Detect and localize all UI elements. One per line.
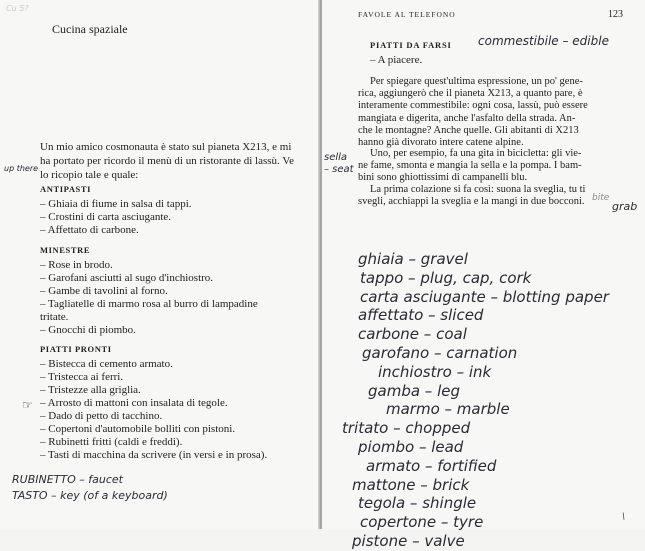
dish-item: – Tagliatelle di marmo rosa al burro di lampadine — [40, 298, 258, 310]
margin-note-sella: sella – seat — [324, 152, 354, 175]
dish-item: – Rose in brodo. — [40, 259, 113, 271]
dish-item: – Crostini di carta asciugante. — [40, 211, 172, 223]
paragraph-line: che le montagne? Anche quelle. Gli abitanti di X213 — [358, 124, 579, 136]
margin-note-up-there: up there — [4, 164, 39, 173]
paragraph-line: Per spiegare quest'ultima espressione, un po' gene- — [370, 76, 583, 87]
page-number: 123 — [608, 9, 623, 20]
handwritten-glossary — [342, 250, 609, 551]
dish-item: – Ghiaia di fiume in salsa di tappi. — [40, 198, 192, 210]
intro-paragraph: Un mio amico cosmonauta è stato sul pianeta X213, e mi ha portato per ricordo il menù di un ristorante di lassù. Ve lo ricopio tale e quale: — [40, 141, 294, 181]
glossary-entry: affettato – sliced — [358, 306, 484, 325]
dish-item: – Dado di petto di tacchino. — [40, 410, 163, 422]
section-heading-piatti-pronti: PIATTI PRONTI — [40, 344, 112, 354]
left-page — [0, 0, 320, 529]
note-rubinetto: RUBINETTO – faucet — [12, 473, 123, 486]
dish-item: – Tristecca ai ferri. — [40, 371, 124, 383]
paragraph-line: mangiata e digerita, anche l'asfalto della strada. An- — [358, 112, 576, 124]
handwritten-notes — [12, 472, 168, 504]
glossary-entry: armato – fortified — [366, 456, 497, 475]
dish-item: – Tristezze alla griglia. — [40, 384, 141, 396]
dish-item: – Tasti di macchina da scrivere (in versi e in prosa). — [40, 449, 268, 461]
margin-note-bite: bite — [592, 193, 610, 203]
paragraph-line: svegli, acchiappi la sveglia e la mangi in due bocconi. — [358, 196, 585, 208]
paragraph-line: ne fame, smonta e mangia la sella e la pompa. I bam- — [358, 160, 582, 172]
glossary-entry: mattone – brick — [352, 475, 470, 494]
glossary-entry: carta asciugante – blotting paper — [360, 287, 609, 306]
glossary-entry: piombo – lead — [358, 437, 464, 456]
section-heading-minestre: MINESTRE — [40, 245, 91, 255]
paragraph-line: Uno, per esempio, fa una gita in bicicletta: gli vie- — [370, 148, 582, 159]
glossary-entry: carbone – coal — [358, 325, 467, 344]
corner-mark: \ — [622, 512, 626, 522]
chapter-title: Cucina spaziale — [52, 22, 128, 36]
glossary-entry: ghiaia – gravel — [358, 250, 468, 268]
glossary-entry: garofano – carnation — [362, 343, 518, 362]
dish-item-continuation: tritate. — [40, 311, 69, 323]
glossary-entry: gamba – leg — [368, 381, 460, 400]
paragraph-line: interamente commestibile: ogni cosa, lassù, può essere — [358, 100, 588, 112]
dish-item: – Gambe di tavolini al forno. — [40, 285, 168, 297]
dish-item: – Garofani asciutti al sugo d'inchiostro. — [40, 272, 214, 284]
paragraph-line: bini sono ghiottissimi di campanelli blu. — [358, 172, 528, 184]
paragraph-line: rica, aggiungerò che il pianeta X213, a quanto pare, è — [358, 88, 583, 100]
note-tasto: TASTO – key (of a keyboard) — [12, 489, 168, 502]
dish-item: – Arrosto di mattoni con insalata di tegole. — [40, 397, 228, 409]
section-heading-antipasti: ANTIPASTI — [40, 184, 92, 194]
section-heading-piatti-da-farsi: PIATTI DA FARSI — [370, 40, 452, 50]
glossary-entry: tritato – chopped — [342, 419, 471, 438]
dish-item: – Affettato di carbone. — [40, 224, 139, 236]
paragraph-line: La prima colazione si fa così: suona la sveglia, tu ti — [370, 184, 586, 195]
glossary-entry: tappo – plug, cap, cork — [360, 268, 532, 287]
dish-item: – Copertoni d'automobile bolliti con pistoni. — [40, 423, 236, 435]
section-line: – A piacere. — [370, 54, 423, 66]
hand-pointer-doodle-icon: ☞ — [22, 398, 33, 412]
glossary-entry: pistone – valve — [352, 531, 465, 550]
right-page — [322, 0, 645, 550]
dish-item: – Rubinetti fritti (caldi e freddi). — [40, 436, 183, 448]
glossary-entry: tegola – shingle — [358, 494, 477, 513]
paragraph-line: hanno già divorato intere catene alpine. — [358, 137, 524, 148]
dish-item: – Gnocchi di piombo. — [40, 324, 136, 336]
glossary-entry: marmo – marble — [386, 400, 510, 419]
running-head: FAVOLE AL TELEFONO — [358, 10, 456, 19]
corner-mark: Cu 5? — [6, 4, 29, 13]
glossary-entry: inchiostro – ink — [378, 362, 492, 381]
dish-item: – Bistecca di cemento armato. — [40, 358, 173, 370]
margin-note-grab: grab — [612, 200, 638, 213]
margin-note-commestibile: commestibile – edible — [478, 34, 609, 48]
glossary-entry: copertone – tyre — [360, 513, 484, 532]
